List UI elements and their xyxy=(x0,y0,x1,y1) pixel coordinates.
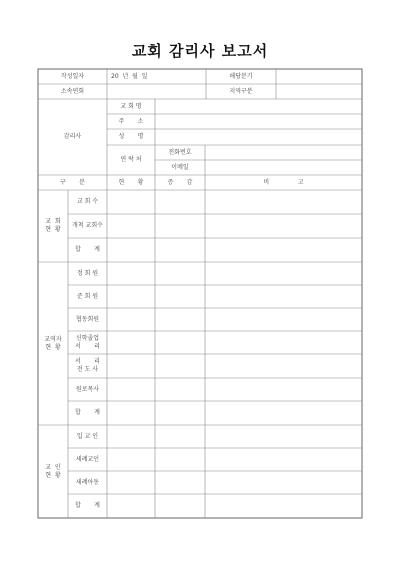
row-label-baptized-members: 세례교인 xyxy=(75,455,100,463)
row-label-full-member: 정 회 원 xyxy=(76,269,99,277)
phone-label: 전화번호 xyxy=(168,148,192,156)
church-name-label: 교 회 명 xyxy=(120,102,142,110)
report-title: 교회 감리사 보고서 xyxy=(131,42,269,60)
row-label-associate-member: 준 회 원 xyxy=(76,292,99,300)
church-name-field[interactable] xyxy=(155,99,362,114)
category-header: 구 분 xyxy=(60,178,85,186)
address-field[interactable] xyxy=(155,114,362,129)
church-status-label: 교 회 현 황 xyxy=(45,218,61,233)
row-label-minister-total: 합 계 xyxy=(75,409,100,416)
row-label-seminary-graduate-acting: 신학졸업 서 리 xyxy=(75,334,100,350)
email-label: 이메일 xyxy=(171,163,189,171)
superintendent-label: 감리사 xyxy=(63,133,82,140)
address-label: 주 소 xyxy=(118,117,144,125)
date-label: 작성일자 xyxy=(60,72,85,80)
quarter-label: 해당분기 xyxy=(229,72,253,80)
name-label: 성 명 xyxy=(118,133,144,140)
row-label-baptized-children: 세례아동 xyxy=(75,478,100,486)
minister-status-label: 교역자 현 황 xyxy=(44,335,62,351)
phone-field[interactable] xyxy=(205,145,362,160)
district-label: 소속연회 xyxy=(60,87,85,95)
row-label-pioneer-churches: 개척 교회수 xyxy=(72,222,103,229)
district-field[interactable] xyxy=(107,84,206,99)
email-field[interactable] xyxy=(205,160,362,175)
row-label-church-count: 교 회 수 xyxy=(76,198,99,205)
row-label-cooperating-member: 협동회원 xyxy=(75,315,100,323)
change-header: 증 감 xyxy=(167,178,193,186)
row-label-member-total: 합 계 xyxy=(75,502,100,509)
quarter-field[interactable] xyxy=(276,69,362,84)
date-value[interactable]: 20 년 월 일 xyxy=(111,72,148,80)
row-label-acting-evangelist: 서 리 전 도 사 xyxy=(75,358,100,373)
current-header: 현 황 xyxy=(118,178,144,186)
row-label-church-total: 합 계 xyxy=(75,246,100,253)
name-field[interactable] xyxy=(155,129,362,145)
contact-label: 연 락 처 xyxy=(120,156,142,163)
member-status-label: 교 인 현 황 xyxy=(45,463,61,479)
remarks-header: 비 고 xyxy=(263,178,304,186)
row-label-confirmed-members: 입 교 인 xyxy=(76,432,99,440)
region-field[interactable] xyxy=(276,84,362,99)
row-label-emeritus-pastor: 원로목사 xyxy=(75,385,100,393)
region-label: 지역구분 xyxy=(229,87,253,95)
